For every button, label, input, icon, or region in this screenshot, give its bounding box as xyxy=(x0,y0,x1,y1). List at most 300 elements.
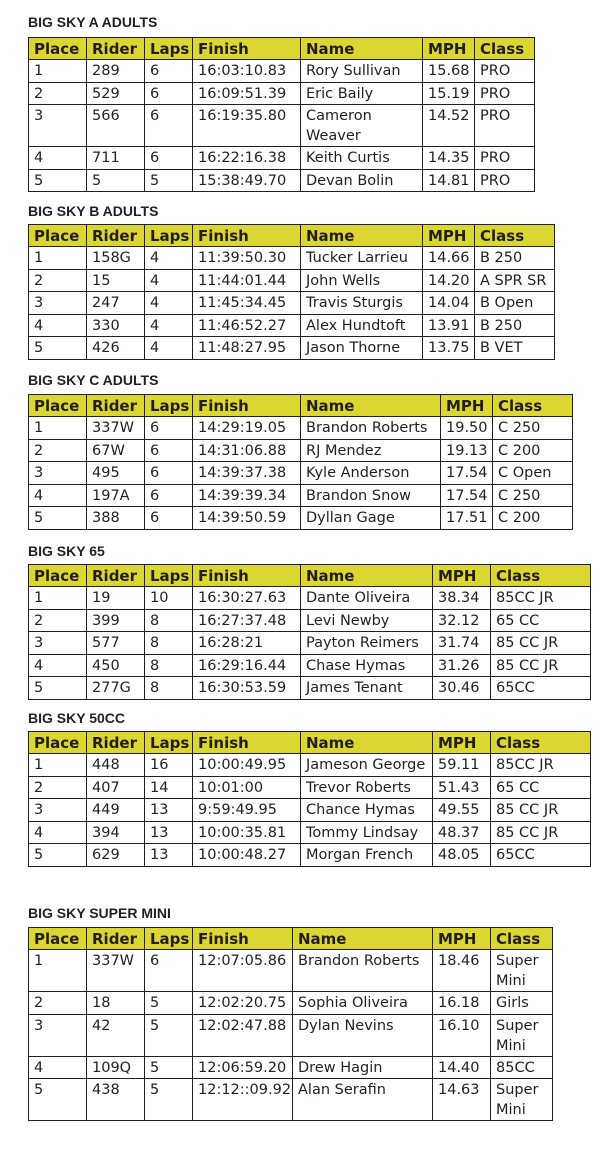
cell-name: Devan Bolin xyxy=(301,169,423,192)
cell-class: PRO xyxy=(475,60,535,83)
cell-laps: 8 xyxy=(145,677,193,700)
section-title: BIG SKY B ADULTS xyxy=(28,203,159,219)
column-header-finish: Finish xyxy=(193,565,301,587)
cell-mph: 14.35 xyxy=(423,147,475,170)
cell-mph: 14.04 xyxy=(423,292,475,315)
column-header-place: Place xyxy=(29,225,87,247)
cell-class: 85CC JR xyxy=(491,587,591,610)
cell-name: Jason Thorne xyxy=(301,337,423,360)
cell-place: 1 xyxy=(29,247,87,270)
cell-finish: 12:02:20.75 xyxy=(193,992,293,1015)
cell-rider: 5 xyxy=(87,169,145,192)
header-row xyxy=(29,565,591,587)
cell-mph: 14.66 xyxy=(423,247,475,270)
cell-place: 2 xyxy=(29,439,87,462)
column-header-rider: Rider xyxy=(87,928,145,950)
cell-place: 3 xyxy=(29,1014,87,1056)
column-header-class: Class xyxy=(475,225,555,247)
table-row xyxy=(29,507,573,530)
table-row xyxy=(29,439,573,462)
cell-name: Dylan Nevins xyxy=(293,1014,433,1056)
column-header-rider: Rider xyxy=(87,38,145,60)
cell-rider: 438 xyxy=(87,1079,145,1121)
results-section xyxy=(28,543,559,696)
table-row xyxy=(29,776,591,799)
cell-rider: 42 xyxy=(87,1014,145,1056)
column-header-rider: Rider xyxy=(87,732,145,754)
cell-mph: 13.75 xyxy=(423,337,475,360)
cell-mph: 49.55 xyxy=(433,799,491,822)
cell-mph: 38.34 xyxy=(433,587,491,610)
column-header-finish: Finish xyxy=(193,225,301,247)
cell-place: 4 xyxy=(29,654,87,677)
column-header-class: Class xyxy=(491,565,591,587)
cell-class: 65 CC xyxy=(491,609,591,632)
cell-mph: 14.63 xyxy=(433,1079,491,1121)
cell-place: 2 xyxy=(29,609,87,632)
cell-mph: 15.68 xyxy=(423,60,475,83)
section-title: BIG SKY C ADULTS xyxy=(28,372,159,388)
cell-name: Brandon Snow xyxy=(301,484,441,507)
cell-mph: 17.51 xyxy=(441,507,493,530)
table-row xyxy=(29,292,555,315)
table-row xyxy=(29,1014,553,1056)
table-row xyxy=(29,314,555,337)
table-row xyxy=(29,147,535,170)
cell-finish: 14:39:50.59 xyxy=(193,507,301,530)
cell-laps: 5 xyxy=(145,1014,193,1056)
cell-laps: 6 xyxy=(145,60,193,83)
column-header-mph: MPH xyxy=(423,38,475,60)
table-row xyxy=(29,950,553,992)
header-row xyxy=(29,38,535,60)
cell-class: 65CC xyxy=(491,677,591,700)
column-header-rider: Rider xyxy=(87,565,145,587)
cell-rider: 495 xyxy=(87,462,145,485)
cell-class: B Open xyxy=(475,292,555,315)
cell-laps: 5 xyxy=(145,992,193,1015)
results-section xyxy=(28,905,541,1118)
cell-mph: 59.11 xyxy=(433,754,491,777)
cell-place: 5 xyxy=(29,844,87,867)
cell-place: 5 xyxy=(29,507,87,530)
cell-name: Chase Hymas xyxy=(301,654,433,677)
cell-finish: 15:38:49.70 xyxy=(193,169,301,192)
cell-laps: 8 xyxy=(145,632,193,655)
cell-name: Alex Hundtoft xyxy=(301,314,423,337)
cell-mph: 31.26 xyxy=(433,654,491,677)
header-row xyxy=(29,928,553,950)
cell-class: 85 CC JR xyxy=(491,799,591,822)
cell-finish: 16:27:37.48 xyxy=(193,609,301,632)
cell-class: C Open xyxy=(493,462,573,485)
cell-finish: 14:39:39.34 xyxy=(193,484,301,507)
table-row xyxy=(29,462,573,485)
cell-mph: 19.13 xyxy=(441,439,493,462)
cell-name: Cameron Weaver xyxy=(301,105,423,147)
cell-place: 5 xyxy=(29,169,87,192)
cell-name: Chance Hymas xyxy=(301,799,433,822)
cell-finish: 12:07:05.86 xyxy=(193,950,293,992)
cell-finish: 14:39:37.38 xyxy=(193,462,301,485)
cell-laps: 6 xyxy=(145,439,193,462)
cell-laps: 8 xyxy=(145,609,193,632)
cell-finish: 10:00:35.81 xyxy=(193,821,301,844)
cell-finish: 16:28:21 xyxy=(193,632,301,655)
column-header-name: Name xyxy=(301,395,441,417)
cell-class: C 200 xyxy=(493,439,573,462)
cell-name: Tommy Lindsay xyxy=(301,821,433,844)
cell-class: 85CC JR xyxy=(491,754,591,777)
cell-name: Payton Reimers xyxy=(301,632,433,655)
column-header-rider: Rider xyxy=(87,395,145,417)
cell-laps: 13 xyxy=(145,799,193,822)
column-header-name: Name xyxy=(301,38,423,60)
results-section xyxy=(28,372,552,526)
table-row xyxy=(29,754,591,777)
column-header-name: Name xyxy=(301,565,433,587)
cell-mph: 16.10 xyxy=(433,1014,491,1056)
cell-finish: 10:00:48.27 xyxy=(193,844,301,867)
cell-laps: 6 xyxy=(145,484,193,507)
table-row xyxy=(29,105,535,147)
cell-name: Brandon Roberts xyxy=(293,950,433,992)
column-header-name: Name xyxy=(301,225,423,247)
cell-finish: 14:31:06.88 xyxy=(193,439,301,462)
table-row xyxy=(29,1056,553,1079)
cell-place: 5 xyxy=(29,1079,87,1121)
cell-name: Kyle Anderson xyxy=(301,462,441,485)
table-row xyxy=(29,60,535,83)
cell-place: 4 xyxy=(29,821,87,844)
cell-class: PRO xyxy=(475,169,535,192)
cell-name: Trevor Roberts xyxy=(301,776,433,799)
cell-rider: 18 xyxy=(87,992,145,1015)
table-row xyxy=(29,799,591,822)
cell-rider: 426 xyxy=(87,337,145,360)
cell-rider: 448 xyxy=(87,754,145,777)
cell-laps: 6 xyxy=(145,462,193,485)
cell-class: 65 CC xyxy=(491,776,591,799)
cell-class: 85 CC JR xyxy=(491,632,591,655)
column-header-mph: MPH xyxy=(433,565,491,587)
column-header-finish: Finish xyxy=(193,732,301,754)
column-header-finish: Finish xyxy=(193,38,301,60)
column-header-place: Place xyxy=(29,732,87,754)
cell-place: 1 xyxy=(29,950,87,992)
column-header-place: Place xyxy=(29,395,87,417)
cell-mph: 31.74 xyxy=(433,632,491,655)
table-row xyxy=(29,654,591,677)
cell-laps: 4 xyxy=(145,247,193,270)
cell-place: 3 xyxy=(29,799,87,822)
section-title: BIG SKY 50CC xyxy=(28,710,125,726)
table-row xyxy=(29,609,591,632)
cell-class: Super Mini xyxy=(491,950,553,992)
cell-name: Keith Curtis xyxy=(301,147,423,170)
cell-place: 4 xyxy=(29,484,87,507)
cell-rider: 247 xyxy=(87,292,145,315)
cell-mph: 16.18 xyxy=(433,992,491,1015)
cell-place: 4 xyxy=(29,1056,87,1079)
cell-rider: 67W xyxy=(87,439,145,462)
cell-mph: 17.54 xyxy=(441,462,493,485)
column-header-laps: Laps xyxy=(145,732,193,754)
cell-laps: 4 xyxy=(145,314,193,337)
results-section xyxy=(28,203,547,356)
cell-class: C 200 xyxy=(493,507,573,530)
cell-place: 2 xyxy=(29,992,87,1015)
table-row xyxy=(29,169,535,192)
cell-laps: 5 xyxy=(145,1079,193,1121)
cell-class: A SPR SR xyxy=(475,269,555,292)
cell-class: Super Mini xyxy=(491,1014,553,1056)
results-table xyxy=(28,394,573,530)
cell-name: Travis Sturgis xyxy=(301,292,423,315)
column-header-mph: MPH xyxy=(441,395,493,417)
cell-laps: 6 xyxy=(145,105,193,147)
cell-name: Levi Newby xyxy=(301,609,433,632)
results-section xyxy=(28,710,559,863)
column-header-place: Place xyxy=(29,38,87,60)
table-row xyxy=(29,269,555,292)
cell-class: B 250 xyxy=(475,247,555,270)
table-row xyxy=(29,337,555,360)
cell-rider: 277G xyxy=(87,677,145,700)
cell-mph: 13.91 xyxy=(423,314,475,337)
cell-name: Drew Hagin xyxy=(293,1056,433,1079)
cell-finish: 16:30:53.59 xyxy=(193,677,301,700)
cell-class: B VET xyxy=(475,337,555,360)
cell-rider: 19 xyxy=(87,587,145,610)
table-row xyxy=(29,82,535,105)
cell-finish: 11:39:50.30 xyxy=(193,247,301,270)
section-title: BIG SKY SUPER MINI xyxy=(28,905,171,921)
column-header-class: Class xyxy=(491,732,591,754)
cell-class: B 250 xyxy=(475,314,555,337)
cell-rider: 394 xyxy=(87,821,145,844)
column-header-laps: Laps xyxy=(145,928,193,950)
cell-name: Morgan French xyxy=(301,844,433,867)
cell-mph: 51.43 xyxy=(433,776,491,799)
cell-class: 85 CC JR xyxy=(491,821,591,844)
cell-place: 3 xyxy=(29,462,87,485)
table-row xyxy=(29,247,555,270)
cell-place: 1 xyxy=(29,60,87,83)
cell-place: 4 xyxy=(29,147,87,170)
cell-finish: 9:59:49.95 xyxy=(193,799,301,822)
column-header-place: Place xyxy=(29,565,87,587)
cell-finish: 12:12::09.92 xyxy=(193,1079,293,1121)
cell-rider: 566 xyxy=(87,105,145,147)
cell-mph: 15.19 xyxy=(423,82,475,105)
cell-rider: 109Q xyxy=(87,1056,145,1079)
cell-mph: 18.46 xyxy=(433,950,491,992)
cell-class: 85 CC JR xyxy=(491,654,591,677)
cell-finish: 16:30:27.63 xyxy=(193,587,301,610)
cell-name: John Wells xyxy=(301,269,423,292)
table-row xyxy=(29,417,573,440)
cell-class: PRO xyxy=(475,147,535,170)
cell-name: James Tenant xyxy=(301,677,433,700)
cell-laps: 4 xyxy=(145,292,193,315)
cell-laps: 8 xyxy=(145,654,193,677)
cell-rider: 529 xyxy=(87,82,145,105)
section-title: BIG SKY 65 xyxy=(28,543,105,559)
cell-finish: 10:01:00 xyxy=(193,776,301,799)
cell-rider: 577 xyxy=(87,632,145,655)
header-row xyxy=(29,395,573,417)
column-header-class: Class xyxy=(475,38,535,60)
cell-name: Eric Baily xyxy=(301,82,423,105)
table-row xyxy=(29,1079,553,1121)
cell-rider: 158G xyxy=(87,247,145,270)
cell-finish: 11:45:34.45 xyxy=(193,292,301,315)
cell-mph: 19.50 xyxy=(441,417,493,440)
cell-laps: 6 xyxy=(145,507,193,530)
cell-finish: 16:19:35.80 xyxy=(193,105,301,147)
cell-place: 5 xyxy=(29,337,87,360)
column-header-laps: Laps xyxy=(145,395,193,417)
cell-class: Super Mini xyxy=(491,1079,553,1121)
cell-finish: 12:06:59.20 xyxy=(193,1056,293,1079)
cell-laps: 6 xyxy=(145,147,193,170)
section-title: BIG SKY A ADULTS xyxy=(28,14,158,30)
cell-laps: 5 xyxy=(145,1056,193,1079)
cell-place: 2 xyxy=(29,269,87,292)
cell-class: 85CC xyxy=(491,1056,553,1079)
cell-mph: 14.52 xyxy=(423,105,475,147)
results-table xyxy=(28,564,591,700)
cell-place: 1 xyxy=(29,417,87,440)
cell-place: 1 xyxy=(29,587,87,610)
results-table xyxy=(28,731,591,867)
column-header-laps: Laps xyxy=(145,565,193,587)
cell-rider: 337W xyxy=(87,950,145,992)
cell-laps: 6 xyxy=(145,417,193,440)
table-row xyxy=(29,587,591,610)
cell-laps: 13 xyxy=(145,844,193,867)
results-table xyxy=(28,927,553,1121)
cell-mph: 30.46 xyxy=(433,677,491,700)
column-header-laps: Laps xyxy=(145,38,193,60)
column-header-class: Class xyxy=(491,928,553,950)
cell-laps: 4 xyxy=(145,269,193,292)
cell-rider: 330 xyxy=(87,314,145,337)
column-header-place: Place xyxy=(29,928,87,950)
cell-name: Tucker Larrieu xyxy=(301,247,423,270)
column-header-laps: Laps xyxy=(145,225,193,247)
cell-mph: 14.81 xyxy=(423,169,475,192)
cell-rider: 449 xyxy=(87,799,145,822)
cell-place: 3 xyxy=(29,105,87,147)
header-row xyxy=(29,225,555,247)
cell-finish: 10:00:49.95 xyxy=(193,754,301,777)
column-header-name: Name xyxy=(301,732,433,754)
cell-finish: 11:46:52.27 xyxy=(193,314,301,337)
cell-mph: 14.20 xyxy=(423,269,475,292)
cell-mph: 48.05 xyxy=(433,844,491,867)
cell-name: Alan Serafin xyxy=(293,1079,433,1121)
header-row xyxy=(29,732,591,754)
column-header-name: Name xyxy=(293,928,433,950)
cell-rider: 337W xyxy=(87,417,145,440)
cell-mph: 32.12 xyxy=(433,609,491,632)
cell-rider: 629 xyxy=(87,844,145,867)
cell-name: Dyllan Gage xyxy=(301,507,441,530)
cell-rider: 197A xyxy=(87,484,145,507)
column-header-mph: MPH xyxy=(423,225,475,247)
cell-laps: 13 xyxy=(145,821,193,844)
cell-class: PRO xyxy=(475,105,535,147)
cell-class: C 250 xyxy=(493,484,573,507)
cell-class: C 250 xyxy=(493,417,573,440)
cell-finish: 16:29:16.44 xyxy=(193,654,301,677)
cell-mph: 17.54 xyxy=(441,484,493,507)
cell-rider: 289 xyxy=(87,60,145,83)
cell-class: Girls xyxy=(491,992,553,1015)
cell-class: 65CC xyxy=(491,844,591,867)
cell-finish: 14:29:19.05 xyxy=(193,417,301,440)
cell-finish: 16:22:16.38 xyxy=(193,147,301,170)
cell-rider: 388 xyxy=(87,507,145,530)
cell-rider: 399 xyxy=(87,609,145,632)
cell-laps: 14 xyxy=(145,776,193,799)
column-header-rider: Rider xyxy=(87,225,145,247)
table-row xyxy=(29,992,553,1015)
cell-rider: 711 xyxy=(87,147,145,170)
cell-rider: 407 xyxy=(87,776,145,799)
table-row xyxy=(29,844,591,867)
column-header-class: Class xyxy=(493,395,573,417)
cell-finish: 12:02:47.88 xyxy=(193,1014,293,1056)
cell-place: 2 xyxy=(29,82,87,105)
cell-laps: 6 xyxy=(145,82,193,105)
cell-name: Dante Oliveira xyxy=(301,587,433,610)
cell-laps: 4 xyxy=(145,337,193,360)
column-header-finish: Finish xyxy=(193,928,293,950)
cell-finish: 16:03:10.83 xyxy=(193,60,301,83)
cell-name: Sophia Oliveira xyxy=(293,992,433,1015)
cell-name: Rory Sullivan xyxy=(301,60,423,83)
cell-mph: 48.37 xyxy=(433,821,491,844)
cell-place: 1 xyxy=(29,754,87,777)
cell-place: 5 xyxy=(29,677,87,700)
cell-finish: 11:44:01.44 xyxy=(193,269,301,292)
cell-laps: 10 xyxy=(145,587,193,610)
table-row xyxy=(29,821,591,844)
results-section xyxy=(28,14,525,189)
column-header-mph: MPH xyxy=(433,928,491,950)
table-row xyxy=(29,632,591,655)
cell-mph: 14.40 xyxy=(433,1056,491,1079)
cell-laps: 16 xyxy=(145,754,193,777)
cell-place: 4 xyxy=(29,314,87,337)
results-table xyxy=(28,37,535,192)
cell-laps: 5 xyxy=(145,169,193,192)
cell-name: Jameson George xyxy=(301,754,433,777)
cell-finish: 11:48:27.95 xyxy=(193,337,301,360)
cell-rider: 450 xyxy=(87,654,145,677)
column-header-mph: MPH xyxy=(433,732,491,754)
results-table xyxy=(28,224,555,360)
cell-place: 2 xyxy=(29,776,87,799)
cell-rider: 15 xyxy=(87,269,145,292)
cell-place: 3 xyxy=(29,632,87,655)
cell-laps: 6 xyxy=(145,950,193,992)
cell-name: RJ Mendez xyxy=(301,439,441,462)
cell-place: 3 xyxy=(29,292,87,315)
